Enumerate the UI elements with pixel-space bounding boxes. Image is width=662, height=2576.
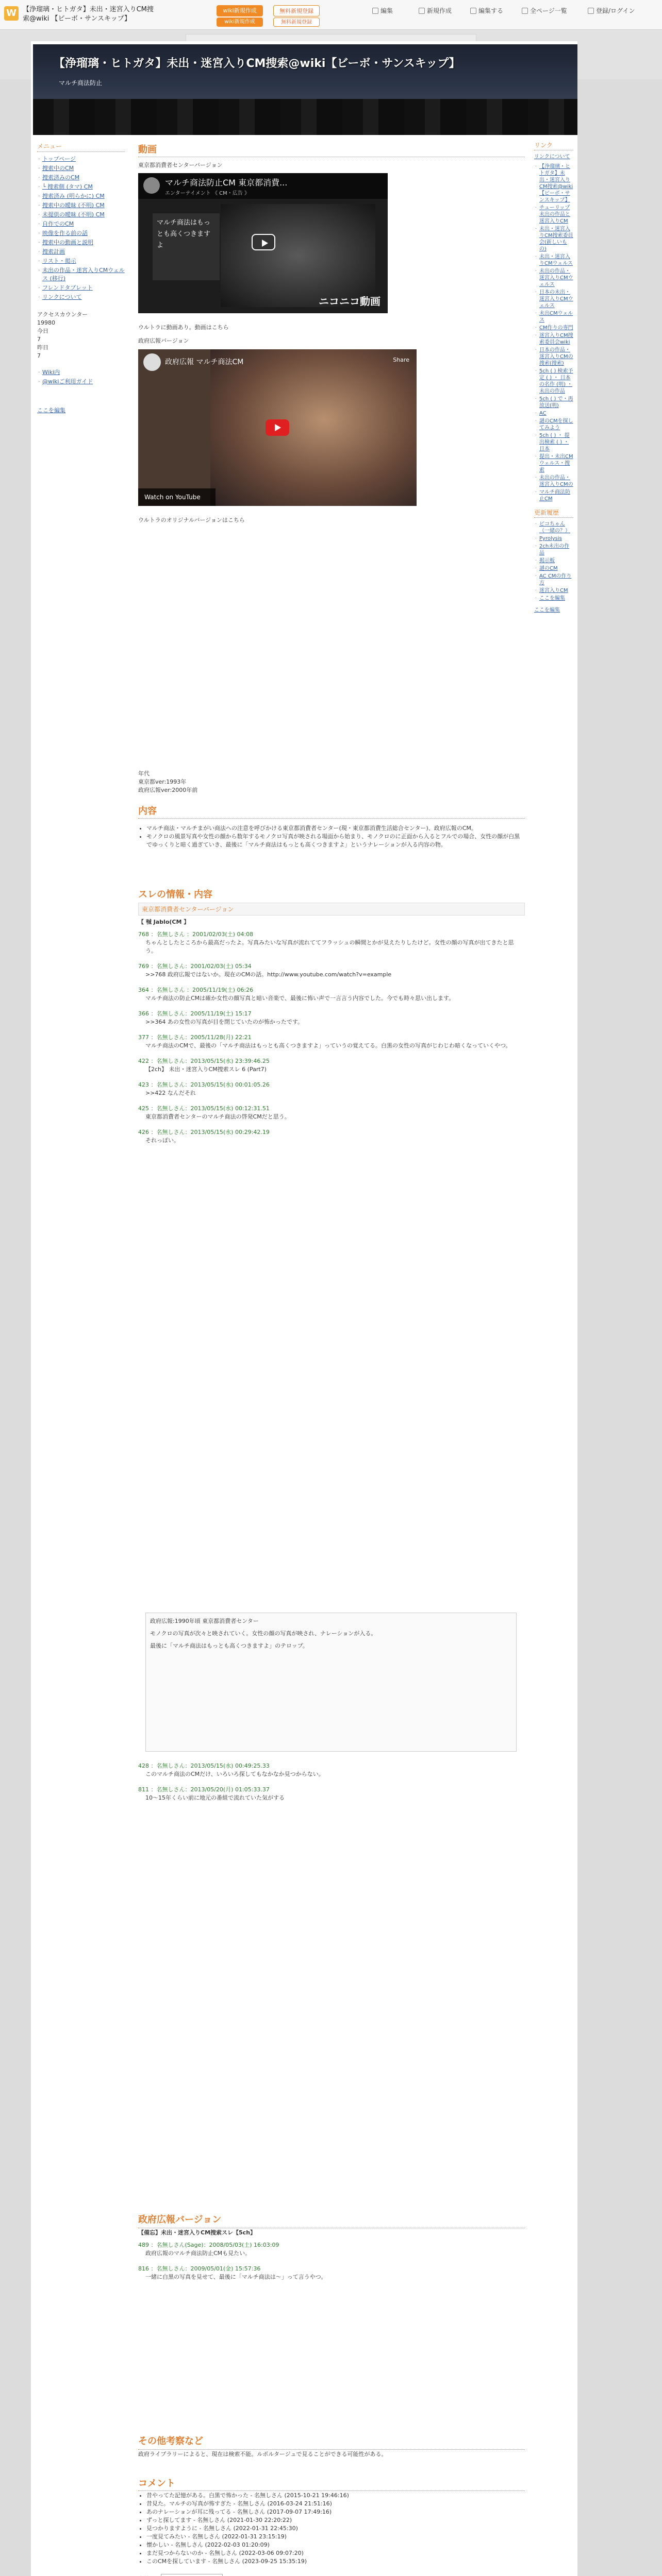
register-button[interactable]: 無料新規登録 <box>273 5 320 16</box>
thread-post <box>138 2265 525 2281</box>
post-header: 816 ：名無しさん：2009/05/01(金) 15:57:36 <box>138 2265 261 2272</box>
menu-link[interactable]: トップページ <box>42 156 76 162</box>
link-about[interactable]: リンクについて <box>534 154 570 160</box>
quote-line: モノクロの写真が次々と映されていく。女性の顔の写真が映され、ナレーションが入る。 <box>150 1630 377 1637</box>
post-body: それっぽい。 <box>145 1137 179 1144</box>
comment-item: • 昔見た。マルチの写真が怖すぎた - 名無しさん (2016-03-24 21:51:16) <box>146 2500 523 2508</box>
video1-frame <box>221 204 375 307</box>
recent-link[interactable]: 掲示板 <box>539 558 555 564</box>
link-item <box>534 205 573 225</box>
pencil-icon <box>470 8 476 14</box>
comment-item: • まだ見つからないのか - 名無しさん (2022-03-06 09:07:20) <box>146 2549 523 2557</box>
thread-post <box>138 2241 525 2258</box>
recent-link[interactable]: AC CMの作り方 <box>539 573 572 586</box>
youtube-play-icon[interactable] <box>266 419 289 436</box>
external-link[interactable]: 日本の未出・迷宮入りCMウェルス <box>539 290 573 309</box>
post-body: マルチ商法の防止CMは確か女性の顔写真と暗い音楽で、最後に怖い声で一言言う内容でした。今でも時々思い出します。 <box>145 995 455 1002</box>
post-header: 377 ：名無しさん：2005/11/28(月) 22:21 <box>138 1034 252 1041</box>
menu-link[interactable]: 捜索済み (明らかに) CM <box>42 193 105 199</box>
link-heading: リンク <box>534 142 573 150</box>
top-toolbar <box>0 0 662 30</box>
link-item <box>534 474 573 488</box>
menu-link[interactable]: 未提供の曖昧 (不明) CM <box>42 211 105 218</box>
today-count: 7 <box>37 336 41 343</box>
menu-item <box>37 164 125 173</box>
menu-item <box>37 192 125 200</box>
comment-form <box>138 2574 525 2576</box>
menu-link[interactable]: 捜索中のCM <box>42 165 74 172</box>
year-gov: 政府広報ver:2000年前 <box>138 787 198 793</box>
thread-post <box>138 1786 525 1802</box>
list-icon <box>522 8 528 14</box>
menu-item <box>37 248 125 256</box>
post-body: 10〜15年くらい前に地元の番組で流れていた気がする <box>145 1794 285 1801</box>
link-item <box>534 489 573 502</box>
link-item <box>534 163 573 204</box>
content-item: • モノクロの風景写真や女性の顔から数年するモノクロ写真が映される場面から始まり、モノクロのに正面から入るとフルでの場合、女性の顔が白黒でゆっくりと暗く過ぎていき、最後に「マルチ商法はもっとも高くつきますよ」というナレーションが入る内容の物。 <box>146 833 523 849</box>
comment-item: • あのナレーションが耳に残ってる - 名無しさん (2017-09-07 17:49:16) <box>146 2508 523 2516</box>
thread-post <box>138 962 525 979</box>
toolbar-edit[interactable]: 編集 <box>372 6 393 15</box>
menu-link[interactable]: リスト・掲示 <box>42 258 76 264</box>
external-link[interactable]: 謎のCMを探してみよう <box>539 418 573 431</box>
site-header <box>33 44 577 135</box>
menu-item <box>37 174 125 182</box>
wiki-title[interactable]: 【浄瑠璃・ヒトガタ】未出・迷宮入りCM捜索@wiki【ビーボ・サンスキップ】 <box>54 57 460 70</box>
post-header: 811 ：名無しさん：2013/05/20(月) 01:05:33.37 <box>138 1786 270 1793</box>
recent-item <box>534 521 573 534</box>
play-icon[interactable] <box>252 234 275 250</box>
link-item <box>534 453 573 473</box>
header-skyline <box>33 99 577 135</box>
share-button[interactable]: Share <box>393 357 409 363</box>
year-tokyo: 東京都ver:1993年 <box>138 778 187 785</box>
thread-post <box>138 1081 525 1097</box>
menu-heading: メニュー <box>37 142 125 152</box>
link-item <box>534 289 573 309</box>
external-link[interactable]: 5ch ( ) で・再放送(明) <box>539 396 573 409</box>
post-body: 【2ch】 未出・迷宮入りCM捜索スレ 6 (Part7) <box>145 1066 267 1073</box>
wiki-guide-link[interactable]: @wikiご利用ガイド <box>42 378 93 385</box>
comments-heading: コメント <box>138 2476 525 2491</box>
recent-item <box>534 543 573 556</box>
thread-title: 【 ㍻ Jablo(CM 】 <box>138 919 190 925</box>
thread-post <box>138 1105 525 1121</box>
menu-link[interactable]: リンクについて <box>42 294 82 300</box>
content-item: • マルチ商法・マルチまがい商法への注意を呼びかける東京都消費者センター(現・東京都消費生活総合センター)、政府広報のCM。 <box>146 824 523 833</box>
recent-link[interactable]: ここを編集 <box>539 596 565 601</box>
counter-total: 19980 <box>37 319 55 326</box>
recent-link[interactable]: 迷宮入りCM <box>539 588 568 594</box>
menu-item <box>37 183 125 191</box>
thread-heading: スレの情報・内容 <box>138 885 525 903</box>
menu-item <box>37 220 125 228</box>
post-header: 769 ：名無しさん：2001/02/03(土) 05:34 <box>138 963 252 970</box>
post-header: 428 ：名無しさん：2013/05/15(水) 00:49:25.33 <box>138 1762 270 1769</box>
left-edit-link[interactable]: ここを編集 <box>37 407 65 414</box>
link-item <box>534 432 573 452</box>
gov-subheading: 【備忘】未出・迷宮入りCM捜索スレ【5ch】 <box>138 2229 256 2236</box>
right-edit-link[interactable]: ここを編集 <box>534 607 560 613</box>
video-heading: 動画 <box>138 142 525 157</box>
quote-box <box>145 1613 517 1752</box>
channel-avatar <box>143 177 160 194</box>
external-link[interactable]: 5ch ( ) ・ 提出検索 ( ) ・ 日本 <box>539 433 570 452</box>
toolbar-login[interactable]: 登録/ログイン <box>588 6 635 15</box>
external-link[interactable]: CM作りの専門 <box>539 325 573 331</box>
left-sidebar <box>37 142 125 415</box>
toolbar-all-pages[interactable]: 全ページ一覧 <box>522 6 567 15</box>
external-link[interactable]: 未出・迷宮入りCMウェルス <box>539 254 573 266</box>
video2-frame <box>210 349 417 506</box>
video-caption-3[interactable]: ウルトラのオリジナルバージョンはこちら <box>138 517 245 523</box>
thread-subheading: 東京都消費者センターバージョン <box>138 903 525 916</box>
post-body: 東京都消費者センターのマルチ商法の啓発CMだと思う。 <box>145 1113 290 1120</box>
yesterday-label: 昨日 <box>37 344 48 351</box>
menu-link[interactable]: 捜索中の曖昧 (不明) CM <box>42 202 105 209</box>
video2-title[interactable]: 政府広報 マルチ商法CM <box>165 358 244 366</box>
today-label: 今日 <box>37 328 48 334</box>
register-button-2[interactable]: 無料新規登録 <box>273 18 320 27</box>
external-link[interactable]: 未出CMウェルス <box>539 311 573 323</box>
recent-item <box>534 565 573 572</box>
recent-item <box>534 557 573 564</box>
edit-icon <box>372 8 378 14</box>
niconico-logo: ニコニコ動画 <box>319 295 380 308</box>
post-header: 426 ：名無しさん：2013/05/15(水) 00:29:42.19 <box>138 1129 270 1136</box>
menu-item <box>37 257 125 265</box>
toolbar-edit-page[interactable]: 編集する <box>470 6 503 15</box>
post-body: 政府広報のマルチ商法防止CMも見たい。 <box>145 2250 251 2257</box>
thread-post <box>138 1033 525 1050</box>
menu-item <box>37 284 125 292</box>
wiki-inner-link[interactable]: Wiki内 <box>42 369 60 376</box>
external-link[interactable]: 提出・未出CMウェルス・捜索 <box>539 454 573 473</box>
recent-item <box>534 587 573 594</box>
recent-item <box>534 573 573 586</box>
external-link[interactable]: 【浄瑠璃・ヒトガタ】未出・迷宮入りCM捜索@wiki【ビーボ・サンスキップ】 <box>539 164 573 203</box>
video-caption-top: 東京都消費者センターバージョン <box>138 162 223 168</box>
counter-label: アクセスカウンター <box>37 311 88 318</box>
menu-link[interactable]: 捜索中の動画と説明 <box>42 239 93 246</box>
thread-posts <box>138 930 525 1600</box>
link-list <box>534 163 573 502</box>
gov-heading: 政府広報バージョン <box>138 2210 525 2228</box>
post-body: >>422 なんだそれ <box>145 1090 196 1096</box>
menu-item <box>37 155 125 163</box>
video-caption-1[interactable]: ウルトラに動画あり。動画はこちら <box>138 324 229 331</box>
recent-link[interactable]: 2ch未出の作品 <box>539 544 570 556</box>
menu-item <box>37 266 125 283</box>
external-link[interactable]: 迷宮入りCM捜索委員会wiki <box>539 333 573 345</box>
comment-item: • 懐かしい - 名無しさん (2022-02-03 01:20:09) <box>146 2541 523 2549</box>
post-header: 423 ：名無しさん：2013/05/15(水) 00:01:05.26 <box>138 1081 270 1088</box>
create-wiki-button[interactable]: wiki新規作成 <box>217 5 263 16</box>
post-header: 422 ：名無しさん：2013/05/15(水) 23:39:46.25 <box>138 1058 270 1064</box>
video-caption-2: 政府広報バージョン <box>138 337 189 344</box>
post-header: 364 ：名無しさん ：2005/11/19(土) 06:26 <box>138 987 254 993</box>
thread-post <box>138 1010 525 1026</box>
recent-item <box>534 535 573 542</box>
content-heading: 内容 <box>138 804 525 819</box>
post-header: 425 ：名無しさん：2013/05/15(水) 00:12:31.51 <box>138 1105 270 1112</box>
link-item <box>534 332 573 346</box>
menu-item <box>37 201 125 210</box>
quote-line: 政府広報:1990年頃 東京都消費者センター <box>150 1618 259 1624</box>
channel-avatar-2 <box>143 353 161 371</box>
menu-item <box>37 229 125 238</box>
gov-posts <box>138 2241 525 2289</box>
comment-item: • 見つかりますように - 名無しさん (2022-01-31 22:45:30) <box>146 2524 523 2533</box>
comment-item: • 昔やってた記憶がある。白黒で怖かった - 名無しさん (2015-10-21 19:46:16) <box>146 2492 523 2500</box>
external-link[interactable]: マルチ商法防止CM <box>539 489 570 502</box>
site-title[interactable]: 【浄瑠璃・ヒトガタ】未出・迷宮入りCM捜索@wiki 【ビーボ・サンスキップ】 <box>23 6 154 23</box>
external-link[interactable]: 5ch ( ) 検索予定 ( ) ・ 日本の名作 (明) ・ 未出の作品 <box>539 368 573 394</box>
menu-link[interactable]: 映像を作る前の話 <box>42 230 88 236</box>
link-item <box>534 396 573 409</box>
page-name: マルチ商法防止 <box>59 79 103 87</box>
menu-link[interactable]: フレンドタブレット <box>42 284 93 291</box>
thread-post <box>138 986 525 1003</box>
external-link[interactable]: 未出の作品・迷宮入りCMウェルス <box>539 268 573 287</box>
recent-link[interactable]: ピコちゃん（一緒の？） <box>539 521 570 534</box>
name-input[interactable] <box>161 2574 223 2576</box>
post-body: >>364 あの女性の写真が目を閉じていたのが怖かったです。 <box>145 1019 304 1025</box>
menu-list <box>37 155 125 301</box>
menu-link[interactable]: 捜索計画 <box>42 248 65 255</box>
link-item <box>534 347 573 367</box>
external-link[interactable]: AC <box>539 411 547 416</box>
post-header: 768 ：名無しさん ：2001/02/03(土) 04:08 <box>138 931 254 938</box>
access-counter <box>37 311 125 360</box>
thread-post <box>138 1057 525 1074</box>
post-header: 489 ：名無しさん(Sage)：2008/05/03(土) 16:03:09 <box>138 2242 279 2248</box>
link-item <box>534 268 573 288</box>
toolbar-new[interactable]: 新規作成 <box>419 6 452 15</box>
quote-line: 最後に「マルチ商法はもっとも高くつきますよ」のテロップ。 <box>150 1642 308 1649</box>
external-link[interactable]: チューリップ未出の作品と迷宮入りCM <box>539 205 570 224</box>
other-text: 政府ライブラリーによると、現在は検索不能。ルポルタージュで見ることができる可能性がある。 <box>138 2451 387 2458</box>
content-list <box>146 824 523 849</box>
video1-category: エンターテイメント 《 CM・広告 》 <box>165 191 250 196</box>
thread-post <box>138 1762 525 1778</box>
link-item <box>534 310 573 324</box>
link-item <box>534 325 573 331</box>
other-heading: その他考察など <box>138 2432 525 2450</box>
menu-link[interactable]: 自作でのCM <box>42 221 74 227</box>
right-sidebar <box>534 142 573 614</box>
thread-posts-after <box>138 1762 525 1809</box>
link-item <box>534 410 573 417</box>
user-icon <box>588 8 594 14</box>
post-body: ちゃんとしたところから最高だったよ。写真みたいな写真が流れててフラッシュの瞬間とかが見えたりしたけど。女性の顔の写真が出てきたと思う。 <box>145 939 514 954</box>
comment-list <box>146 2492 523 2566</box>
link-item <box>534 226 573 252</box>
external-link[interactable]: 日本の作品・迷宮入りCMの捜索(捜索) <box>539 347 573 366</box>
recent-heading: 更新履歴 <box>534 510 573 518</box>
post-body: このマルチ商法のCMだけ、いろいろ探してもなかなか見つからない。 <box>145 1771 324 1777</box>
menu-item <box>37 239 125 247</box>
menu-item <box>37 211 125 219</box>
main-content <box>138 142 525 170</box>
recent-item <box>534 595 573 602</box>
link-item <box>534 368 573 395</box>
comment-item: • このCMを探しています - 名無しさん (2023-09-25 15:35:19) <box>146 2557 523 2566</box>
video1-thumb-text: マルチ商法はもっとも高くつきますよ <box>153 213 220 280</box>
watch-on-youtube[interactable]: Watch on YouTube <box>138 488 216 506</box>
video1-title[interactable]: マルチ商法防止CM 東京都消費... <box>165 178 288 188</box>
year-label: 年代 <box>138 770 150 777</box>
youtube-video-player[interactable] <box>138 349 417 506</box>
post-header: 366 ：名無しさん：2005/11/19(土) 15:17 <box>138 1010 252 1017</box>
post-body: マルチ商法のCMで、最後の「マルチ商法はもっとも高くつきますよ」っていうの覚えてる。白黒の女性の写真がじわじわ暗くなっていくやつ。 <box>145 1042 511 1049</box>
recent-list <box>534 521 573 602</box>
menu-link[interactable]: └ 捜索側 (タマ) CM <box>42 183 93 190</box>
thread-post <box>138 930 525 955</box>
menu-link[interactable]: 未出の作品・迷宮入りCMウェルス (移行) <box>42 267 125 282</box>
new-page-icon <box>419 8 425 14</box>
wiki-links <box>37 368 125 386</box>
yesterday-count: 7 <box>37 352 41 359</box>
link-item <box>534 253 573 267</box>
thread-post <box>138 1128 525 1145</box>
comment-item: • 一度見てみたい - 名無しさん (2022-01-31 23:15:19) <box>146 2533 523 2541</box>
post-body: 一緒に白黒の写真を見せて、最後に「マルチ商法は〜」って言うやつ。 <box>145 2274 327 2280</box>
external-link[interactable]: 未出・迷宮入りCM捜索委員会(新しいもの) <box>539 226 573 252</box>
external-link[interactable]: 未出の作品・迷宮入りCMの <box>539 475 573 487</box>
recent-link[interactable]: 謎のCM <box>539 566 558 571</box>
comment-item: • ずっと探してます - 名無しさん (2021-01-30 22:20:22) <box>146 2516 523 2524</box>
menu-item <box>37 293 125 301</box>
post-body: >>768 政府広報ではないか。現在のCMの話。http://www.youtube.com/watch?v=example <box>145 971 392 978</box>
link-item <box>534 418 573 431</box>
create-wiki-button-2[interactable]: wiki新規作成 <box>217 18 263 27</box>
atwiki-logo[interactable]: W <box>4 6 19 21</box>
niconico-video-player[interactable] <box>138 173 388 313</box>
menu-link[interactable]: 捜索済みのCM <box>42 174 80 181</box>
recent-link[interactable]: Pyrolysis <box>539 536 562 541</box>
